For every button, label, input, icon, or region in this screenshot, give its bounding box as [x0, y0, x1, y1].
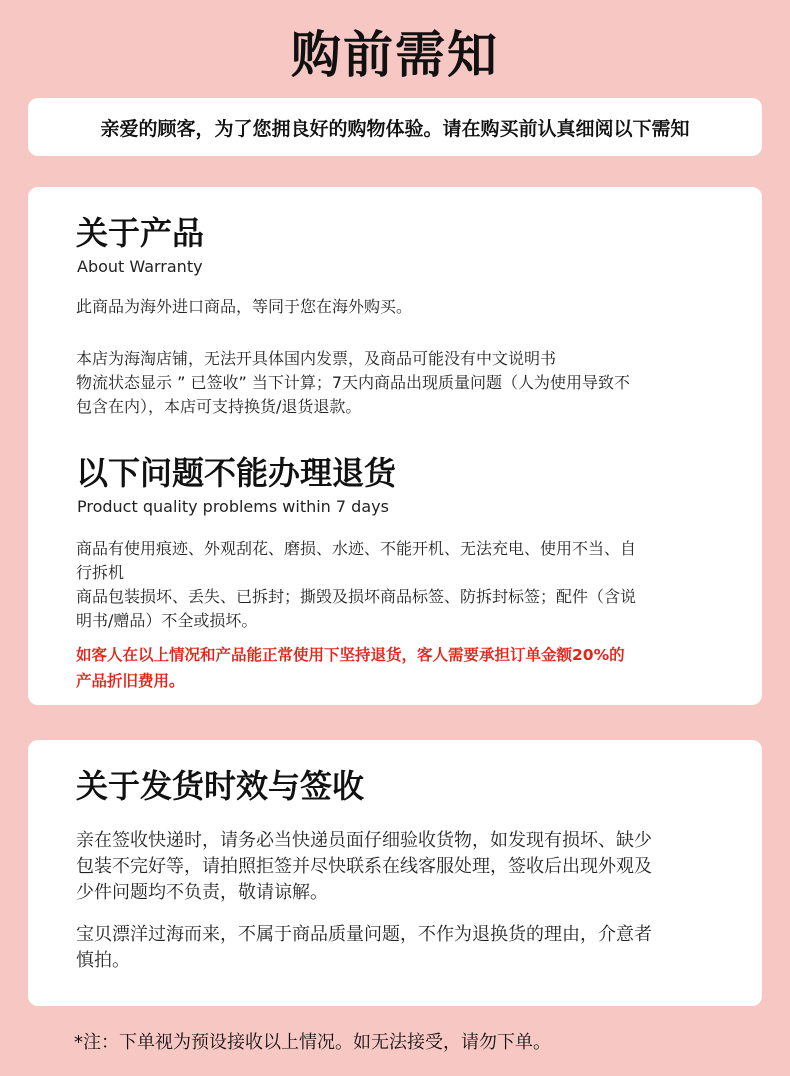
footnote: *注：下单视为预设接收以上情况。如无法接受，请勿下单。 [74, 1032, 551, 1053]
shipping-paragraph-1-line: 少件问题均不负责，敬请谅解。 [76, 882, 328, 903]
shipping-section-title: 关于发货时效与签收 [76, 767, 365, 805]
shipping-paragraph-2 [76, 922, 746, 974]
product-paragraph-2-line: 物流状态显示 ” 已签收” 当下计算；7天内商品出现质量问题（人为使用导致不 [76, 373, 631, 392]
returns-section-title: 以下问题不能办理退货 [76, 454, 397, 492]
shipping-paragraph-1-line: 亲在签收快递时，请务必当快递员面仔细验收货物，如发现有损坏、缺少 [76, 830, 652, 851]
returns-warning [76, 642, 625, 694]
product-paragraph-1-text: 此商品为海外进口商品，等同于您在海外购买。 [76, 297, 413, 316]
returns-warning-line: 产品折旧费用。 [76, 672, 185, 690]
returns-conditions [76, 537, 736, 633]
returns-section-subtitle: Product quality problems within 7 days [77, 497, 389, 516]
returns-condition-line: 明书/赠品）不全或损坏。 [76, 611, 258, 630]
returns-condition-line: 商品包装损坏、丢失、已拆封；撕毁及损坏商品标签、防拆封标签；配件（含说 [76, 587, 637, 606]
returns-condition-line: 商品有使用痕迹、外观刮花、磨损、水迹、不能开机、无法充电、使用不当、自 [76, 539, 637, 558]
product-section-title: 关于产品 [76, 214, 205, 252]
product-returns-card [28, 187, 762, 705]
returns-warning-line: 如客人在以上情况和产品能正常使用下坚持退货，客人需要承担订单金额20%的 [76, 646, 625, 664]
product-paragraph-1 [76, 295, 736, 319]
product-paragraph-2-line: 本店为海淘店铺，无法开具体国内发票，及商品可能没有中文说明书 [76, 349, 557, 368]
intro-text: 亲爱的顾客，为了您拥良好的购物体验。请在购买前认真细阅以下需知 [100, 117, 690, 140]
product-paragraph-2 [76, 347, 736, 419]
product-paragraph-2-line: 包含在内），本店可支持换货/退货退款。 [76, 397, 362, 416]
shipping-card [28, 740, 762, 1006]
shipping-paragraph-1 [76, 828, 746, 906]
returns-condition-line: 行拆机 [76, 563, 125, 582]
shipping-paragraph-2-line: 宝贝漂洋过海而来，不属于商品质量问题，不作为退换货的理由，介意者 [76, 924, 652, 945]
page-title: 购前需知 [291, 26, 499, 84]
product-section-subtitle: About Warranty [77, 257, 203, 276]
shipping-paragraph-1-line: 包装不完好等，请拍照拒签并尽快联系在线客服处理，签收后出现外观及 [76, 856, 652, 877]
intro-banner [28, 98, 762, 156]
shipping-paragraph-2-line: 慎拍。 [76, 950, 130, 971]
